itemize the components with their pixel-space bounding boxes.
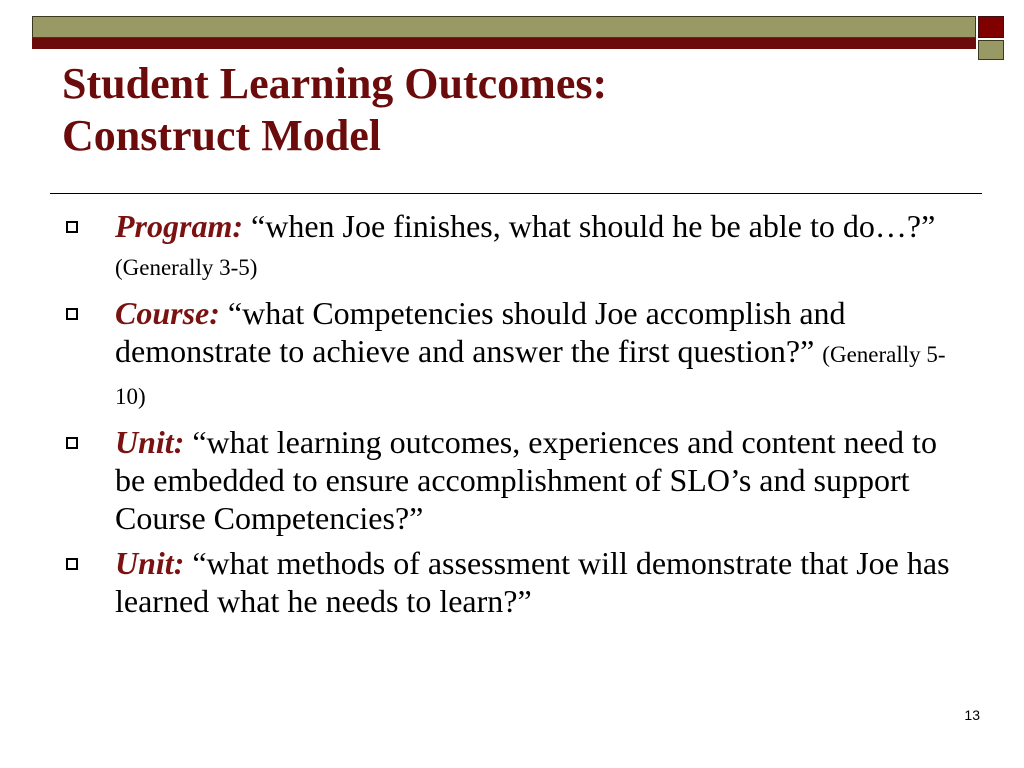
title-divider [50, 193, 982, 194]
corner-square-red [978, 16, 1004, 38]
bullet-term: Unit: [115, 545, 185, 581]
bullet-unit-outcomes [66, 423, 966, 537]
page-number: 13 [964, 707, 980, 723]
bullet-text: “what methods of assessment will demonstrate that Joe has learned what he needs to learn?” [115, 545, 950, 619]
square-bullet-icon [66, 221, 78, 233]
bullet-program [66, 207, 966, 287]
bullet-text: “what learning outcomes, experiences and content need to be embedded to ensure accomplishment of SLO’s and support Course Competencies?” [115, 424, 937, 536]
slide-title [62, 58, 962, 162]
bullet-note: (Generally 3-5) [115, 255, 258, 280]
bullet-note: (Generally 5-10) [115, 342, 946, 409]
bullet-list [66, 207, 966, 627]
bullet-course [66, 294, 966, 416]
bullet-unit-assessment [66, 544, 966, 620]
title-line-1: Student Learning Outcomes: [62, 59, 608, 108]
bullet-text: “when Joe finishes, what should he be able to do…?” [251, 208, 936, 244]
bullet-term: Unit: [115, 424, 185, 460]
square-bullet-icon [66, 437, 78, 449]
bullet-text: “what Competencies should Joe accomplish and demonstrate to achieve and answer the first question?” [115, 295, 846, 369]
square-bullet-icon [66, 308, 78, 320]
corner-square-olive [978, 40, 1004, 60]
header-band-red [32, 38, 976, 49]
header-band-olive [32, 16, 976, 38]
title-line-2: Construct Model [62, 111, 381, 160]
bullet-term: Program: [115, 208, 243, 244]
bullet-term: Course: [115, 295, 220, 331]
square-bullet-icon [66, 558, 78, 570]
